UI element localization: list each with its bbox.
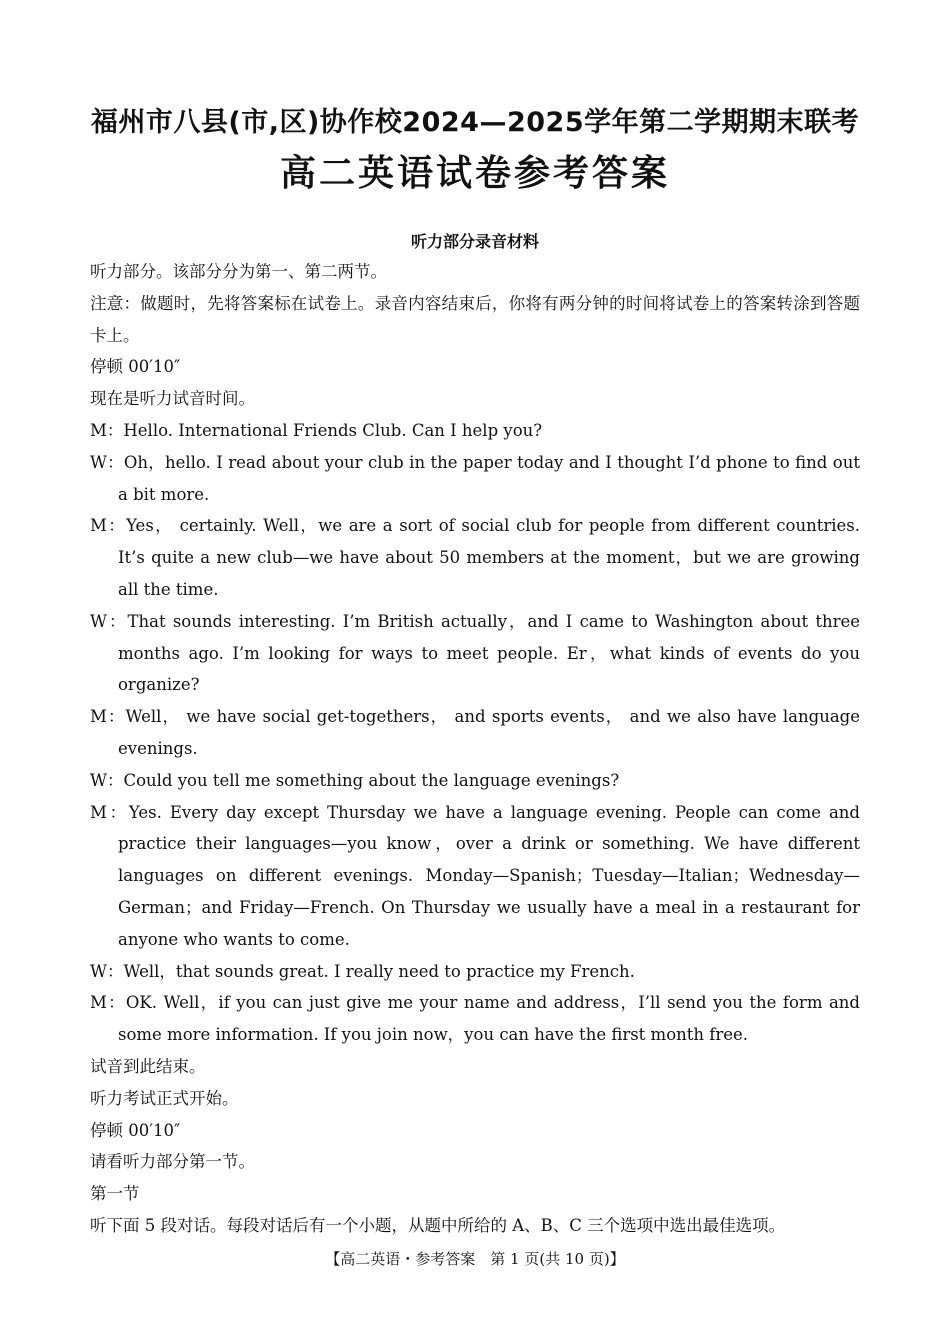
exam-title: 福州市八县(市,区)协作校2024—2025学年第二学期期末联考 [90, 107, 860, 138]
dialogue-line: W：Well，that sounds great. I really need to practice my French. [90, 961, 635, 981]
section-one-prompt: 请看听力部分第一节。 [90, 1152, 255, 1172]
answer-key-title: 高二英语试卷参考答案 [279, 153, 670, 194]
intro-line: 听力部分。该部分分为第一、第二两节。 [90, 262, 387, 281]
dialogue-line: M：Yes， certainly. Well，we are a sort of social club for people from different countries. It’s quite a new club—we have about 50 members at the moment，but we are growing all the time. [90, 516, 860, 599]
instruction-line: 注意：做题时，先将答案标在试卷上。录音内容结束后，你将有两分钟的时间将试卷上的答案转涂到答题卡上。 [90, 293, 860, 345]
test-end-line: 试音到此结束。 [90, 1056, 206, 1076]
pause-line: 停顿 00′10″ [90, 1120, 181, 1140]
transcript-body [90, 256, 860, 1242]
pause-line: 停顿 00′10″ [90, 357, 181, 377]
dialogue-line: W：Could you tell me something about the language evenings? [90, 770, 620, 790]
dialogue-line: M：Yes. Every day except Thursday we have a language evening. People can come and practice their languages—you know，over a drink or something. We have different languages on different evenings. Monday—Spanish；Tuesday—Italian；Wednesday—German；and Friday—French. On Thursday we usually have a meal in a restaurant for anyone who wants to come. [90, 802, 860, 949]
page-footer: 【高二英语・参考答案 第 1 页(共 10 页)】 [325, 1250, 625, 1268]
dialogue-line: M：Hello. International Friends Club. Can I help you? [90, 420, 543, 440]
test-start-line: 现在是听力试音时间。 [90, 389, 255, 409]
dialogue-line: M：Well， we have social get-togethers， and sports events， and we also have language evenings. [90, 707, 860, 758]
dialogue-line: W：Oh，hello. I read about your club in the paper today and I thought I’d phone to find out a bit more. [90, 452, 860, 504]
section-one-instruction: 听下面 5 段对话。每段对话后有一个小题，从题中所给的 A、B、C 三个选项中选出最佳选项。 [90, 1215, 786, 1235]
section-title: 听力部分录音材料 [410, 232, 539, 251]
section-one-heading: 第一节 [90, 1184, 140, 1204]
dialogue-line: M：OK. Well，if you can just give me your name and address，I’ll send you the form and some more information. If you join now，you can have the first month free. [90, 993, 860, 1045]
dialogue-line: W：That sounds interesting. I’m British actually，and I came to Washington about three months ago. I’m looking for ways to meet people. Er，what kinds of events do you organize? [90, 611, 860, 695]
exam-start-line: 听力考试正式开始。 [90, 1088, 239, 1108]
